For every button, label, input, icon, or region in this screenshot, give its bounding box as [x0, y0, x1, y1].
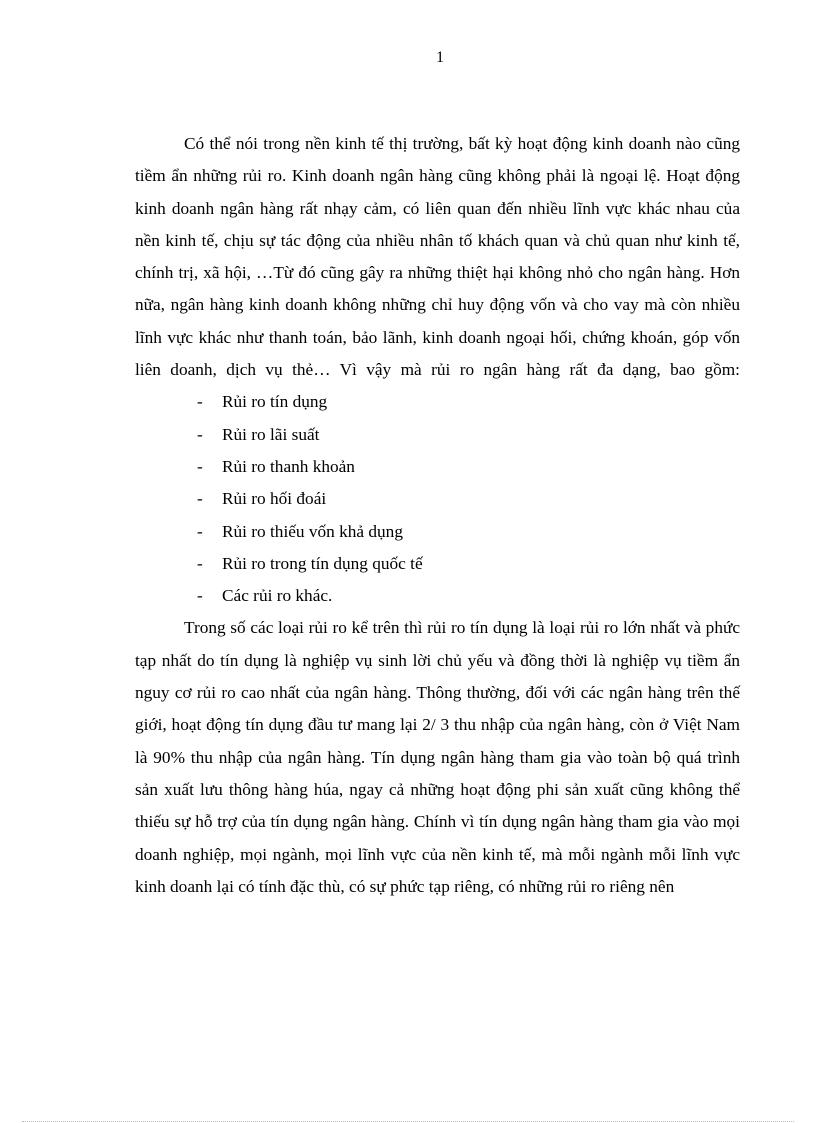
bullet-dash: -	[197, 392, 203, 412]
list-item	[135, 386, 740, 418]
list-item-text: Rủi ro trong tín dụng quốc tế	[222, 553, 423, 573]
list-item-text: Rủi ro thiếu vốn khả dụng	[222, 521, 403, 541]
credit-risk-paragraph: Trong số các loại rủi ro kể trên thì rủi ro tín dụng là loại rủi ro lớn nhất và phức tạp nhất do tín dụng là nghiệp vụ sinh lời chủ yếu và đồng thời là nghiệp vụ tiềm ẩn nguy cơ rủi ro cao nhất của ngân hàng. Thông thường, đối với các ngân hàng trên thế giới, hoạt động tín dụng đầu tư mang lại 2/ 3 thu nhập của ngân hàng, còn ở Việt Nam là 90% thu nhập của ngân hàng. Tín dụng ngân hàng tham gia vào toàn bộ quá trình sản xuất lưu thông hàng húa, ngay cả những hoạt động phi sản xuất cũng không thể thiếu sự hỗ trợ của tín dụng ngân hàng. Chính vì tín dụng ngân hàng tham gia vào mọi doanh nghiệp, mọi ngành, mọi lĩnh vực của nền kinh tế, mà mỗi ngành mỗi lĩnh vực kinh doanh lại có tính đặc thù, có sự phức tạp riêng, có những rủi ro riêng nên	[135, 618, 740, 896]
page-bottom-divider	[22, 1121, 794, 1122]
list-item	[135, 548, 740, 580]
bullet-dash: -	[197, 424, 203, 444]
list-item-text: Rủi ro hối đoái	[222, 489, 327, 509]
list-item	[135, 483, 740, 515]
list-item-text: Rủi ro thanh khoản	[222, 456, 355, 476]
intro-paragraph: Có thể nói trong nền kinh tế thị trường, bất kỳ hoạt động kinh doanh nào cũng tiềm ẩn những rủi ro. Kinh doanh ngân hàng cũng không phải là ngoại lệ. Hoạt động kinh doanh ngân hàng rất nhạy cảm, có liên quan đến nhiều lĩnh vực khác nhau của nền kinh tế, chịu sự tác động của nhiều nhân tố khách quan và chủ quan như kinh tế, chính trị, xã hội, …Từ đó cũng gây ra những thiệt hại không nhỏ cho ngân hàng. Hơn nữa, ngân hàng kinh doanh không những chỉ huy động vốn và cho vay mà còn nhiều lĩnh vực khác như thanh toán, bảo lãnh, kinh doanh ngoại hối, chứng khoán, góp vốn liên doanh, dịch vụ thẻ… Vì vậy mà rủi ro ngân hàng rất đa dạng, bao gồm:	[135, 134, 740, 380]
list-item	[135, 516, 740, 548]
list-item-text: Rủi ro lãi suất	[222, 424, 320, 444]
list-item-text: Các rủi ro khác.	[222, 586, 333, 606]
list-item	[135, 419, 740, 451]
bullet-dash: -	[197, 456, 203, 476]
list-item	[135, 580, 740, 612]
document-body	[135, 128, 740, 903]
list-item-text: Rủi ro tín dụng	[222, 392, 328, 412]
risk-type-list	[135, 386, 740, 612]
bullet-dash: -	[197, 489, 203, 509]
bullet-dash: -	[197, 553, 203, 573]
list-item	[135, 451, 740, 483]
bullet-dash: -	[197, 521, 203, 541]
bullet-dash: -	[197, 586, 203, 606]
page-number: 1	[436, 49, 444, 66]
